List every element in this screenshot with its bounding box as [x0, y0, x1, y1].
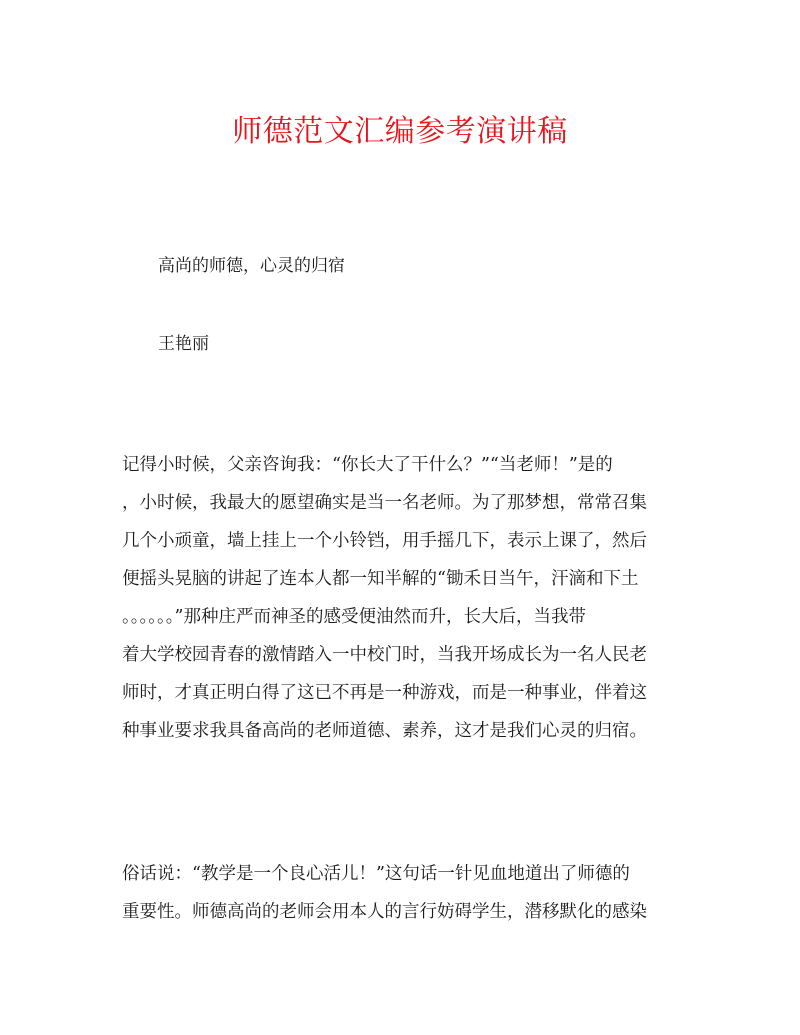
paragraph-line: 记得小时候，父亲咨询我：“你长大了干什么？”“当老师！”是的	[122, 455, 613, 475]
paragraph-line: 几个小顽童，墙上挂上一个小铃铛，用手摇几下，表示上课了，然后	[122, 531, 647, 551]
document-subtitle: 高尚的师德，心灵的归宿	[158, 256, 345, 276]
paragraph-line: 重要性。师德高尚的老师会用本人的言行妨碍学生，潜移默化的感染	[122, 902, 647, 922]
paragraph-line: ，小时候，我最大的愿望确实是当一名老师。为了那梦想，常常召集	[122, 493, 647, 513]
paragraph-2	[122, 855, 678, 931]
document-title: 师德范文汇编参考演讲稿	[232, 114, 568, 149]
paragraph-line: 。。。。。。”那种庄严而神圣的感受便油然而升，长大后，当我带	[122, 607, 586, 627]
document-author: 王艳丽	[158, 334, 209, 354]
paragraph-1	[122, 446, 678, 750]
paragraph-line: 种事业要求我具备高尚的老师道德、素养，这才是我们心灵的归宿。	[122, 721, 647, 741]
paragraph-line: 便摇头晃脑的讲起了连本人都一知半解的“锄禾日当午，汗滴和下土	[122, 569, 639, 589]
paragraph-line: 俗话说：“教学是一个良心活儿！”这句话一针见血地道出了师德的	[122, 864, 630, 884]
paragraph-line: 着大学校园青春的激情踏入一中校门时，当我开场成长为一名人民老	[122, 645, 647, 665]
paragraph-line: 师时，才真正明白得了这已不再是一种游戏，而是一种事业，伴着这	[122, 683, 647, 703]
